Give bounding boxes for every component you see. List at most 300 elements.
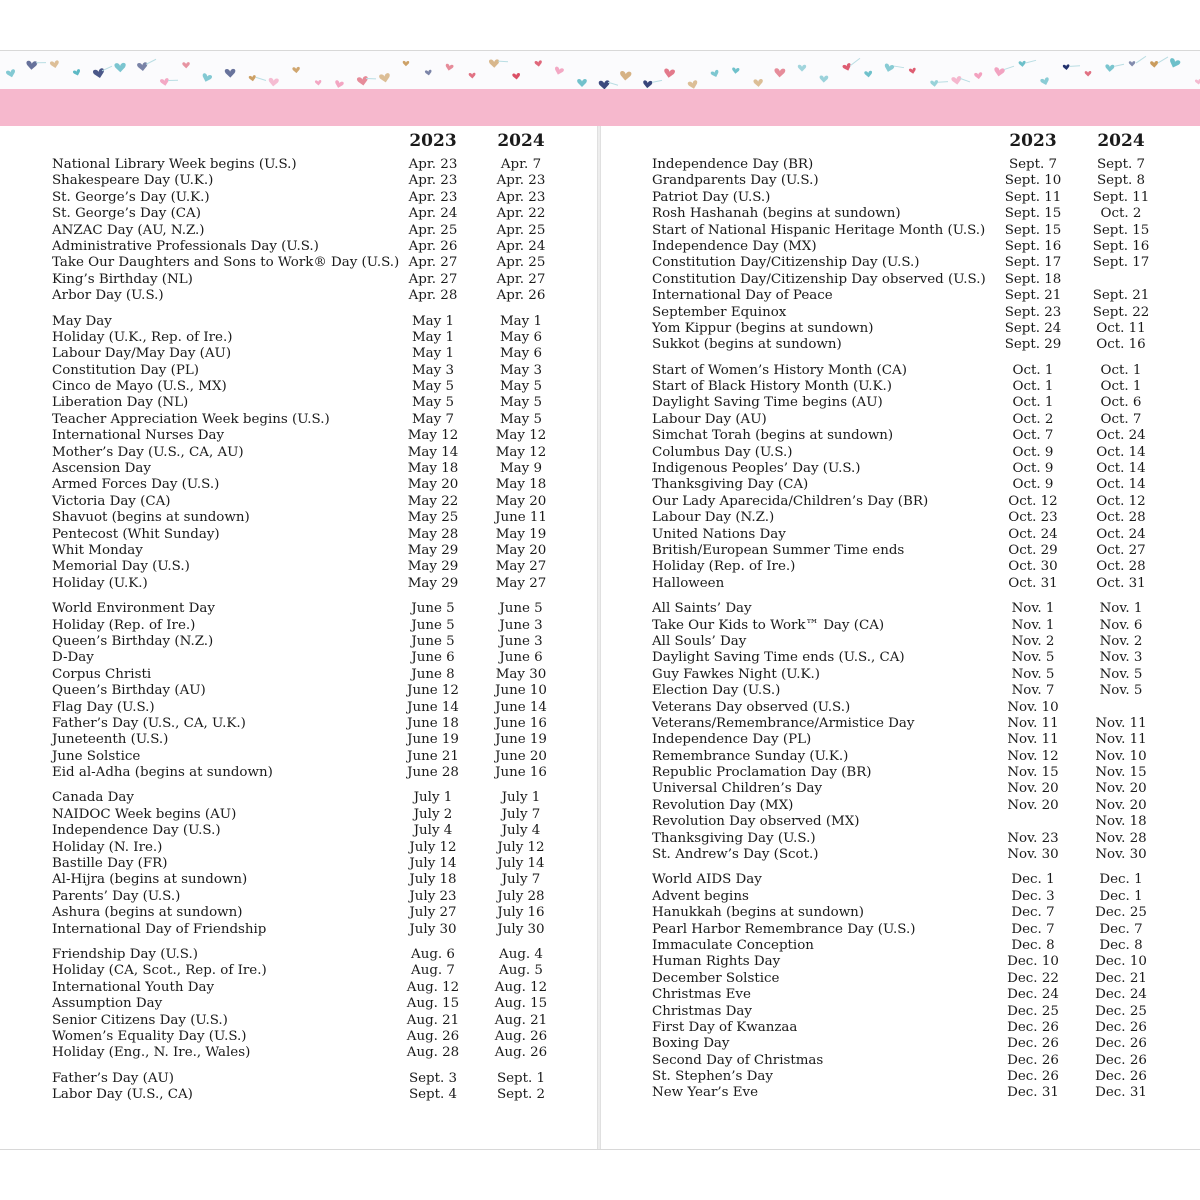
heart-icon (182, 62, 190, 68)
holiday-row (52, 1029, 597, 1045)
date-2023: Dec. 22 (1007, 970, 1059, 986)
date-2023: Apr. 24 (408, 206, 458, 222)
heart-icon (1150, 61, 1158, 68)
arrow-stroke (146, 59, 156, 64)
date-2024: Oct. 16 (1096, 337, 1146, 353)
holiday-name: Christmas Eve (652, 987, 751, 1003)
date-2023: Sept. 15 (1004, 206, 1062, 222)
holiday-name: Constitution Day (PL) (52, 362, 199, 378)
holiday-name: Grandparents Day (U.S.) (652, 173, 819, 189)
date-2023: May 18 (407, 461, 459, 477)
heart-icon (842, 63, 852, 72)
date-2023: June 12 (407, 683, 459, 699)
holiday-row (52, 650, 597, 666)
date-2023: Apr. 25 (408, 222, 458, 238)
date-2024: May 19 (495, 526, 547, 542)
year-header-left (52, 129, 597, 157)
holiday-name: Christmas Day (652, 1003, 752, 1019)
holiday-row (652, 749, 1197, 765)
holiday-row (652, 601, 1197, 617)
holiday-row (652, 363, 1197, 379)
date-2023: July 4 (413, 823, 453, 839)
date-2024: Sept. 15 (1092, 222, 1150, 238)
date-2023: Nov. 10 (1007, 699, 1059, 715)
date-2023: Aug. 12 (406, 979, 460, 995)
holiday-name: Yom Kippur (begins at sundown) (652, 320, 874, 336)
holiday-row (52, 700, 597, 716)
heart-icon (1040, 77, 1050, 86)
holiday-name: All Saints’ Day (652, 601, 752, 617)
date-2023: Dec. 7 (1011, 921, 1055, 937)
date-2024: Dec. 8 (1099, 937, 1143, 953)
holiday-name: First Day of Kwanzaa (652, 1019, 798, 1035)
heart-icon (26, 61, 37, 71)
arrow-stroke (894, 66, 904, 68)
holiday-name: British/European Summer Time ends (652, 542, 905, 558)
holiday-row (652, 1020, 1197, 1036)
holiday-name: Start of Women’s History Month (CA) (652, 362, 907, 378)
date-2023: Nov. 30 (1007, 847, 1059, 863)
holiday-row (652, 765, 1197, 781)
date-2024: May 5 (499, 379, 543, 395)
holiday-row (652, 798, 1197, 814)
heart-icon (974, 72, 983, 80)
date-2024: Aug. 5 (499, 963, 543, 979)
holiday-row (652, 576, 1197, 592)
holiday-name: Immaculate Conception (652, 937, 814, 953)
heart-icon (554, 66, 565, 76)
holiday-name: Universal Children’s Day (652, 781, 823, 797)
date-2023: July 12 (409, 839, 457, 855)
holiday-row (652, 814, 1197, 830)
holiday-row (52, 872, 597, 888)
date-2023: Sept. 11 (1004, 189, 1062, 205)
date-2024: May 1 (499, 313, 543, 329)
holiday-row (652, 288, 1197, 304)
heart-icon (753, 79, 763, 87)
holiday-name: Holiday (Rep. of Ire.) (652, 559, 796, 575)
date-2023: Dec. 3 (1011, 888, 1055, 904)
date-2024: Apr. 25 (496, 255, 546, 271)
holiday-name: Second Day of Christmas (652, 1052, 824, 1068)
holiday-name: Parents’ Day (U.S.) (52, 888, 181, 904)
date-2023: Apr. 23 (408, 173, 458, 189)
holiday-row (652, 461, 1197, 477)
holiday-row (52, 683, 597, 699)
heart-icon (379, 73, 391, 84)
holiday-row (52, 330, 597, 346)
heart-icon (663, 68, 675, 78)
holiday-row (52, 807, 597, 823)
date-2023: Oct. 24 (1008, 526, 1058, 542)
date-2024: Dec. 26 (1095, 1019, 1147, 1035)
holiday-row (52, 1071, 597, 1087)
heart-icon (909, 68, 917, 75)
holiday-row (652, 510, 1197, 526)
holiday-row (52, 947, 597, 963)
heart-icon (687, 80, 698, 89)
holiday-name: St. George’s Day (U.K.) (52, 189, 210, 205)
date-2023: Nov. 1 (1011, 617, 1055, 633)
holiday-row (52, 363, 597, 379)
holiday-name: International Nurses Day (52, 428, 225, 444)
date-2024: Dec. 24 (1095, 987, 1147, 1003)
heart-icon (403, 61, 410, 66)
holiday-row (52, 601, 597, 617)
year-header-right (652, 129, 1197, 157)
date-2023: May 7 (411, 411, 455, 427)
holiday-name: Veterans/Remembrance/Armistice Day (652, 715, 915, 731)
date-2023: June 5 (411, 617, 455, 633)
holiday-name: Remembrance Sunday (U.K.) (652, 748, 849, 764)
holiday-name: Labour Day/May Day (AU) (52, 346, 232, 362)
date-2023: Aug. 7 (411, 963, 455, 979)
date-2024: Sept. 22 (1092, 304, 1150, 320)
date-2023: Nov. 2 (1011, 633, 1055, 649)
holiday-row (52, 379, 597, 395)
holiday-group (652, 363, 1197, 592)
holiday-name: Ashura (begins at sundown) (52, 905, 243, 921)
date-2023: May 20 (407, 477, 459, 493)
date-2024: Dec. 25 (1095, 1003, 1147, 1019)
date-2023: Oct. 23 (1008, 510, 1058, 526)
holiday-name: Our Lady Aparecida/Children’s Day (BR) (652, 493, 929, 509)
holiday-name: Shavuot (begins at sundown) (52, 510, 250, 526)
heart-icon (774, 68, 785, 77)
date-2023: June 5 (411, 601, 455, 617)
holiday-name: Al-Hijra (begins at sundown) (52, 872, 248, 888)
holiday-name: June Solstice (52, 748, 141, 764)
holiday-name: St. George’s Day (CA) (52, 206, 201, 222)
holiday-name: New Year’s Eve (652, 1085, 758, 1101)
date-2023: Sept. 29 (1004, 337, 1062, 353)
date-2023: Nov. 15 (1007, 765, 1059, 781)
date-2023: Nov. 5 (1011, 666, 1055, 682)
date-2024: June 3 (499, 633, 543, 649)
date-2024: Nov. 10 (1095, 748, 1147, 764)
date-2024: Oct. 14 (1096, 444, 1146, 460)
year-2023-heading: 2023 (1009, 131, 1057, 151)
date-2023: May 29 (407, 542, 459, 558)
date-2023: Dec. 25 (1007, 1003, 1059, 1019)
holiday-row (52, 996, 597, 1012)
heart-icon (425, 70, 432, 76)
date-2024: Sept. 11 (1092, 189, 1150, 205)
arrow-stroke (102, 66, 112, 71)
holiday-row (652, 847, 1197, 863)
date-2024: Oct. 6 (1100, 395, 1142, 411)
date-2024: Apr. 25 (496, 222, 546, 238)
date-2024: Aug. 26 (494, 1045, 548, 1061)
date-2024: May 5 (499, 395, 543, 411)
holiday-row (52, 494, 597, 510)
holiday-name: Revolution Day observed (MX) (652, 814, 860, 830)
holiday-name: Halloween (652, 575, 725, 591)
holiday-row (52, 905, 597, 921)
holiday-row (52, 576, 597, 592)
holiday-name: Thanksgiving Day (CA) (652, 477, 809, 493)
page-spine (597, 126, 601, 1149)
holiday-name: National Library Week begins (U.S.) (52, 157, 297, 172)
heart-icon (883, 63, 894, 73)
holiday-name: Holiday (Rep. of Ire.) (52, 617, 196, 633)
date-2023: Sept. 10 (1004, 173, 1062, 189)
date-2024: Oct. 11 (1096, 320, 1146, 336)
date-2024: June 20 (495, 748, 547, 764)
heart-icon (951, 76, 962, 86)
date-2023: June 14 (407, 699, 459, 715)
date-2023: Oct. 9 (1012, 461, 1054, 477)
date-2023: May 25 (407, 510, 459, 526)
date-2024: Nov. 6 (1099, 617, 1143, 633)
heart-icon (620, 71, 632, 81)
date-2024: Sept. 17 (1092, 255, 1150, 271)
holiday-row (652, 223, 1197, 239)
holiday-row (52, 239, 597, 255)
holiday-row (652, 239, 1197, 255)
holiday-row (652, 732, 1197, 748)
date-2024: Oct. 1 (1100, 362, 1142, 378)
holiday-name: D-Day (52, 650, 94, 666)
date-2024: Apr. 24 (496, 238, 546, 254)
holiday-name: Revolution Day (MX) (652, 797, 794, 813)
date-2023: May 14 (407, 444, 459, 460)
date-2023: July 14 (409, 856, 457, 872)
date-2023: June 21 (407, 748, 459, 764)
date-2024: Dec. 26 (1095, 1069, 1147, 1085)
heart-icon (1018, 61, 1026, 67)
holiday-name: Senior Citizens Day (U.S.) (52, 1012, 228, 1028)
date-2023: Nov. 11 (1007, 732, 1059, 748)
holiday-name: Take Our Daughters and Sons to Work® Day (U.S.) (52, 255, 400, 271)
date-2024: Aug. 21 (494, 1012, 548, 1028)
date-2023: Dec. 26 (1007, 1019, 1059, 1035)
holiday-name: Patriot Day (U.S.) (652, 189, 771, 205)
date-2023: May 1 (411, 313, 455, 329)
date-2024: Aug. 26 (494, 1028, 548, 1044)
holiday-row (52, 190, 597, 206)
year-2024-heading: 2024 (497, 131, 545, 151)
holiday-name: Guy Fawkes Night (U.K.) (652, 666, 820, 682)
holiday-row (52, 765, 597, 781)
date-2024: Oct. 14 (1096, 477, 1146, 493)
date-2023: Oct. 1 (1012, 379, 1054, 395)
holiday-row (52, 889, 597, 905)
holiday-row (652, 543, 1197, 559)
holiday-row (52, 477, 597, 493)
date-2023: Sept. 18 (1004, 271, 1062, 287)
holiday-name: Human Rights Day (652, 954, 781, 970)
holiday-row (652, 634, 1197, 650)
date-2023: Oct. 12 (1008, 493, 1058, 509)
date-2023: Sept. 24 (1004, 320, 1062, 336)
date-2023: May 29 (407, 575, 459, 591)
date-2024: Dec. 21 (1095, 970, 1147, 986)
holiday-group (52, 157, 597, 305)
date-2023: June 18 (407, 715, 459, 731)
heart-icon (993, 67, 1005, 77)
date-2023: Oct. 31 (1008, 575, 1058, 591)
date-2024: Sept. 7 (1096, 157, 1146, 172)
date-2023: Dec. 10 (1007, 954, 1059, 970)
heart-icon (710, 70, 720, 79)
holiday-name: Arbor Day (U.S.) (52, 288, 164, 304)
date-2023: July 2 (413, 806, 453, 822)
holiday-row (52, 559, 597, 575)
date-2023: Sept. 23 (1004, 304, 1062, 320)
date-2023: Dec. 26 (1007, 1052, 1059, 1068)
arrow-stroke (960, 78, 970, 82)
heart-icon (469, 73, 476, 79)
holiday-row (52, 272, 597, 288)
right-page (652, 129, 1197, 1111)
date-2024: May 20 (495, 493, 547, 509)
date-2023: June 8 (411, 666, 455, 682)
holiday-name: Pentecost (Whit Sunday) (52, 526, 220, 542)
holiday-row (52, 510, 597, 526)
heart-icon (357, 76, 369, 86)
holiday-name: Juneteenth (U.S.) (52, 732, 169, 748)
date-2024: May 3 (499, 362, 543, 378)
date-2024: Sept. 8 (1096, 173, 1146, 189)
date-2024: July 7 (501, 872, 541, 888)
holiday-name: Canada Day (52, 790, 134, 806)
holiday-group (52, 601, 597, 781)
date-2023: Nov. 5 (1011, 650, 1055, 666)
date-2023: July 27 (409, 905, 457, 921)
year-2024-heading: 2024 (1097, 131, 1145, 151)
date-2023: May 22 (407, 493, 459, 509)
arrow-stroke (1114, 64, 1124, 66)
date-2024: Oct. 7 (1100, 411, 1142, 427)
date-2024: June 16 (495, 715, 547, 731)
heart-icon (732, 67, 740, 74)
holiday-name: Cinco de Mayo (U.S., MX) (52, 379, 227, 395)
planner-spread (0, 50, 1200, 1150)
holiday-row (52, 206, 597, 222)
date-2024: Nov. 20 (1095, 797, 1147, 813)
holiday-name: Teacher Appreciation Week begins (U.S.) (52, 411, 330, 427)
heart-icon (225, 69, 236, 78)
holiday-name: Veterans Day observed (U.S.) (652, 699, 851, 715)
holiday-row (652, 255, 1197, 271)
date-2023: May 5 (411, 379, 455, 395)
date-2024: June 19 (495, 732, 547, 748)
holiday-name: World Environment Day (52, 601, 215, 617)
arrow-stroke (1026, 60, 1036, 63)
date-2024: Oct. 28 (1096, 510, 1146, 526)
date-2023: Sept. 7 (1008, 157, 1058, 172)
holiday-name: Holiday (CA, Scot., Rep. of Ire.) (52, 963, 267, 979)
right-holiday-list (652, 157, 1197, 1102)
holiday-row (652, 412, 1197, 428)
holiday-row (52, 1045, 597, 1061)
holiday-name: Friendship Day (U.S.) (52, 946, 198, 962)
holiday-name: Start of National Hispanic Heritage Month (U.S.) (652, 222, 986, 238)
holiday-row (652, 321, 1197, 337)
date-2023: Nov. 7 (1011, 683, 1055, 699)
holiday-name: Shakespeare Day (U.K.) (52, 173, 214, 189)
holiday-row (52, 428, 597, 444)
holiday-name: Republic Proclamation Day (BR) (652, 765, 872, 781)
holiday-name: Ascension Day (52, 461, 151, 477)
holiday-name: September Equinox (652, 304, 787, 320)
holiday-name: Constitution Day/Citizenship Day observed (U.S.) (652, 271, 986, 287)
date-2023: May 29 (407, 559, 459, 575)
date-2024: July 1 (501, 790, 541, 806)
arrow-stroke (652, 80, 662, 82)
date-2023: Aug. 15 (406, 996, 460, 1012)
holiday-row (52, 288, 597, 304)
date-2023: Aug. 26 (406, 1028, 460, 1044)
holiday-name: Constitution Day/Citizenship Day (U.S.) (652, 255, 920, 271)
holiday-name: International Youth Day (52, 979, 215, 995)
holiday-name: Assumption Day (52, 996, 163, 1012)
date-2023: Apr. 27 (408, 271, 458, 287)
holiday-name: International Day of Friendship (52, 921, 267, 937)
holiday-row (652, 379, 1197, 395)
heart-icon (114, 63, 126, 73)
holiday-row (52, 527, 597, 543)
arrow-stroke (850, 58, 860, 66)
date-2024: June 3 (499, 617, 543, 633)
date-2024: Oct. 24 (1096, 428, 1146, 444)
heart-icon (201, 73, 213, 83)
date-2023: Nov. 1 (1011, 601, 1055, 617)
date-2024: Dec. 10 (1095, 954, 1147, 970)
holiday-row (652, 395, 1197, 411)
holiday-name: St. Andrew’s Day (Scot.) (652, 847, 819, 863)
date-2024: July 4 (501, 823, 541, 839)
holiday-name: Father’s Day (U.S., CA, U.K.) (52, 715, 246, 731)
holiday-name: Daylight Saving Time ends (U.S., CA) (652, 650, 905, 666)
date-2023: Dec. 26 (1007, 1036, 1059, 1052)
heart-icon (445, 63, 454, 71)
holiday-row (652, 667, 1197, 683)
holiday-group (52, 790, 597, 938)
holiday-name: Liberation Day (NL) (52, 395, 189, 411)
date-2024: May 18 (495, 477, 547, 493)
date-2024: Oct. 28 (1096, 559, 1146, 575)
holiday-name: Columbus Day (U.S.) (652, 444, 793, 460)
holiday-name: King’s Birthday (NL) (52, 271, 193, 287)
date-2023: Nov. 23 (1007, 830, 1059, 846)
holiday-row (52, 1087, 597, 1103)
heart-icon (930, 80, 938, 87)
date-2024: July 7 (501, 806, 541, 822)
holiday-row (52, 412, 597, 428)
date-2024: July 12 (497, 839, 545, 855)
left-holiday-list (52, 157, 597, 1103)
holiday-name: Women’s Equality Day (U.S.) (52, 1028, 247, 1044)
holiday-row (52, 732, 597, 748)
date-2023: Oct. 30 (1008, 559, 1058, 575)
heart-icon (50, 60, 60, 69)
date-2023: Sept. 17 (1004, 255, 1062, 271)
holiday-group (52, 1071, 597, 1104)
holiday-name: December Solstice (652, 970, 780, 986)
date-2023: May 3 (411, 362, 455, 378)
holiday-row (52, 395, 597, 411)
heart-icon (643, 80, 653, 88)
date-2024: May 6 (499, 329, 543, 345)
holiday-row (652, 954, 1197, 970)
holiday-name: NAIDOC Week begins (AU) (52, 806, 237, 822)
holiday-name: Indigenous Peoples’ Day (U.S.) (652, 461, 861, 477)
date-2024: Nov. 20 (1095, 781, 1147, 797)
holiday-name: Flag Day (U.S.) (52, 699, 155, 715)
date-2024: Nov. 11 (1095, 715, 1147, 731)
